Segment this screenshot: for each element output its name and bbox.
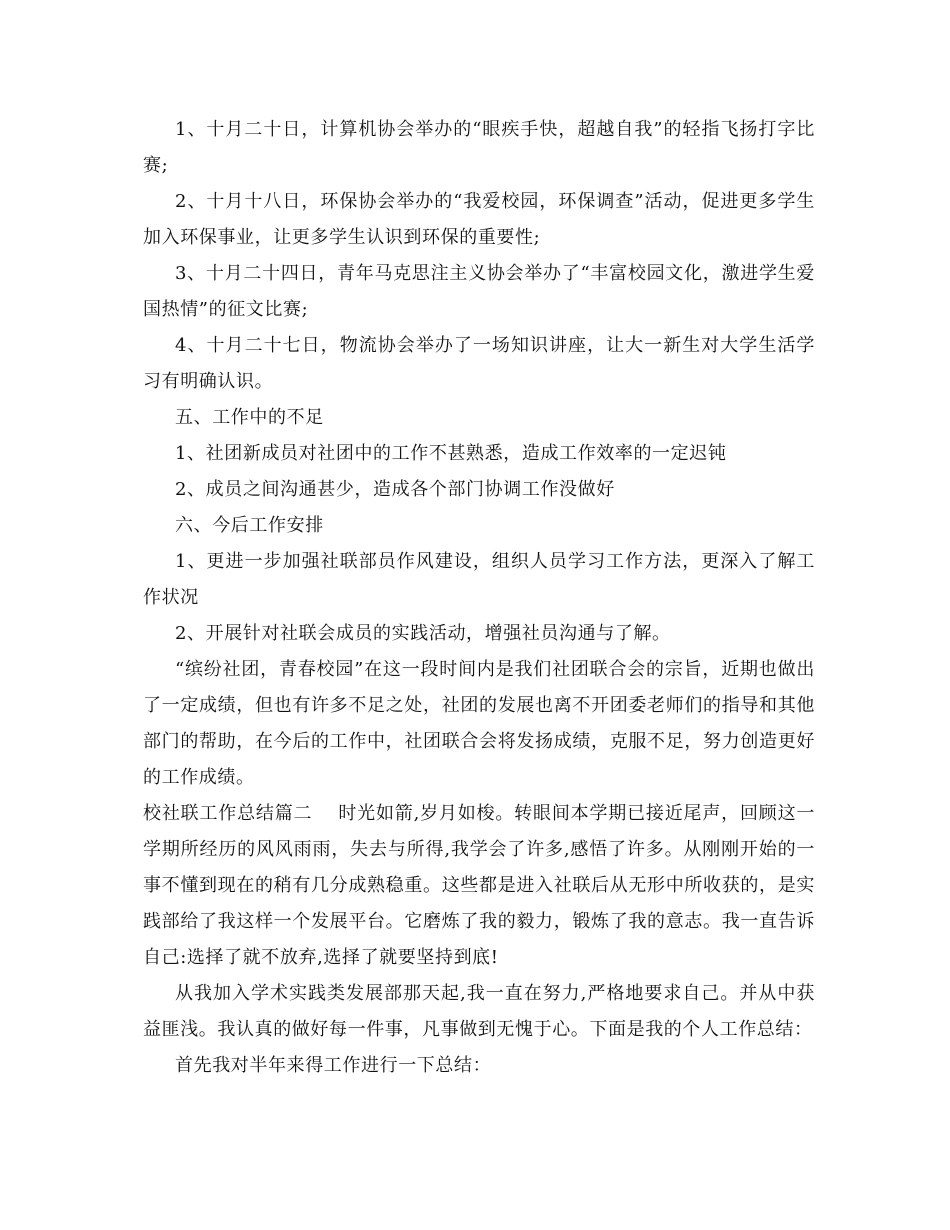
part2-paragraph-3: 首先我对半年来得工作进行一下总结：: [175, 1055, 492, 1076]
plan-item-2: 2、开展针对社联会成员的实践活动，增强社员沟通与了解。: [175, 623, 671, 644]
activity-item-2: 2、十月十八日，环保协会举办的“我爱校园，环保调查”活动，促进更多学生加入环保事业，让更多学生认识到环保的重要性;: [143, 191, 815, 248]
activity-item-3: 3、十月二十四日，青年马克思注主义协会举办了“丰富校园文化，激进学生爱国热情”的征文比赛;: [143, 263, 815, 320]
document-page: [143, 112, 815, 1084]
shortcoming-item-2: 2、成员之间沟通甚少，造成各个部门协调工作没做好: [175, 479, 615, 500]
part2-paragraph-2: 从我加入学术实践类发展部那天起,我一直在努力,严格地要求自己。并从中获益匪浅。我认真的做好每一件事，凡事做到无愧于心。下面是我的个人工作总结：: [143, 983, 815, 1040]
closing-paragraph: “缤纷社团，青春校园”在这一段时间内是我们社团联合会的宗旨，近期也做出了一定成绩，但也有许多不足之处，社团的发展也离不开团委老师们的指导和其他部门的帮助，在今后的工作中，社团联合会将发扬成绩，克服不足，努力创造更好的工作成绩。: [143, 659, 815, 788]
activity-item-4: 4、十月二十七日，物流协会举办了一场知识讲座，让大一新生对大学生活学习有明确认识。: [143, 335, 815, 392]
plan-item-1: 1、更进一步加强社联部员作风建设，组织人员学习工作方法，更深入了解工作状况: [143, 551, 815, 608]
part2-intro-text: 时光如箭,岁月如梭。转眼间本学期已接近尾声，回顾这一学期所经历的风风雨雨，失去与所得,我学会了许多,感悟了许多。从刚刚开始的一事不懂到现在的稍有几分成熟稳重。这些都是进入社联后从无形中所收获的，是实践部给了我这样一个发展平台。它磨炼了我的毅力，锻炼了我的意志。我一直告诉自己:选择了就不放弃,选择了就要坚持到底!: [143, 803, 815, 968]
section-heading-shortcomings: 五、工作中的不足: [175, 407, 324, 428]
section-heading-future-plans: 六、今后工作安排: [175, 515, 324, 536]
part2-title: 校社联工作总结篇二: [143, 803, 313, 824]
part2-intro-paragraph: [143, 796, 815, 976]
shortcoming-item-1: 1、社团新成员对社团中的工作不甚熟悉，造成工作效率的一定迟钝: [175, 443, 727, 464]
activity-item-1: 1、十月二十日，计算机协会举办的“眼疾手快，超越自我”的轻指飞扬打字比赛;: [143, 119, 815, 176]
